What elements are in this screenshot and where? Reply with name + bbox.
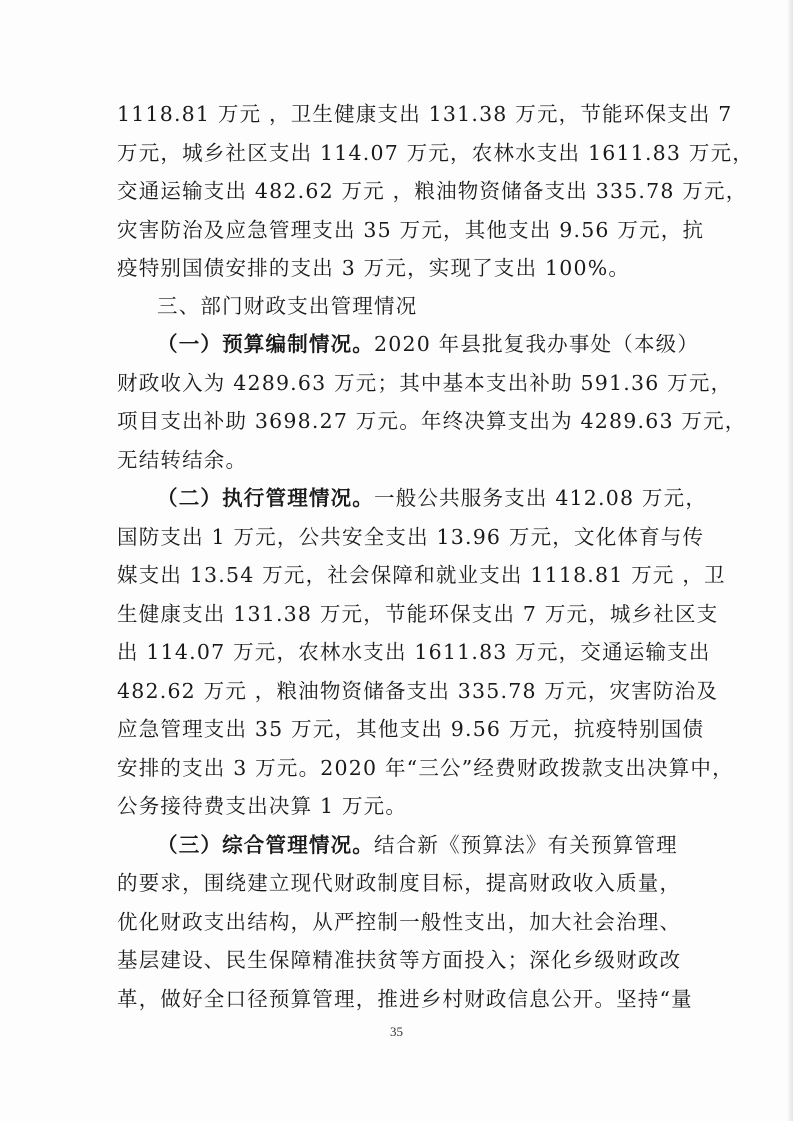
text-line: 的要求，围绕建立现代财政制度目标，提高财政收入质量，: [117, 871, 682, 895]
text-line: 优化财政支出结构，从严控制一般性支出，加大社会治理、: [117, 910, 682, 934]
text-line: 应急管理支出 35 万元，其他支出 9.56 万元，抗疫特别国债: [117, 717, 705, 741]
text-line: 出 114.07 万元，农林水支出 1611.83 万元，交通运输支出: [117, 640, 711, 664]
subsection-heading: （三）综合管理情况。: [157, 833, 374, 857]
paragraph-start: （二）执行管理情况。一般公共服务支出 412.08 万元，: [157, 486, 708, 510]
text-line: 财政收入为 4289.63 万元；其中基本支出补助 591.36 万元，: [117, 371, 733, 395]
text-line: 革，做好全口径预算管理，推进乡村财政信息公开。坚持“量: [117, 987, 693, 1011]
text-line: 基层建设、民生保障精准扶贫等方面投入；深化乡级财政改: [117, 948, 682, 972]
text-line: 交通运输支出 482.62 万元 ，粮油物资储备支出 335.78 万元，: [117, 179, 748, 203]
text-line: 灾害防治及应急管理支出 35 万元，其他支出 9.56 万元，抗: [117, 218, 705, 242]
text-line: 万元，城乡社区支出 114.07 万元，农林水支出 1611.83 万元，: [117, 141, 754, 165]
text-line: 482.62 万元 ，粮油物资储备支出 335.78 万元，灾害防治及: [117, 679, 719, 703]
text-line: 生健康支出 131.38 万元，节能环保支出 7 万元，城乡社区支: [117, 602, 719, 626]
text-line: 1118.81 万元 ，卫生健康支出 131.38 万元，节能环保支出 7: [117, 102, 733, 126]
text-line: 无结转结余。: [117, 448, 248, 472]
text-line: 国防支出 1 万元，公共安全支出 13.96 万元，文化体育与传: [117, 525, 705, 549]
text-line: 公务接待费支出决算 1 万元。: [117, 794, 408, 818]
text-line: 媒支出 13.54 万元，社会保障和就业支出 1118.81 万元 ，卫: [117, 563, 726, 587]
paragraph-start: （一）预算编制情况。2020 年县批复我办事处（本级）: [157, 332, 700, 356]
subsection-heading: （二）执行管理情况。: [157, 486, 374, 510]
page-edge-shadow: [787, 0, 793, 1121]
text-line: 安排的支出 3 万元。2020 年“三公”经费财政拨款支出决算中，: [117, 756, 734, 780]
subsection-heading: （一）预算编制情况。: [157, 332, 374, 356]
paragraph-start: （三）综合管理情况。结合新《预算法》有关预算管理: [157, 833, 678, 857]
page-number: 35: [390, 1024, 403, 1039]
section-heading: 三、部门财政支出管理情况: [157, 294, 418, 318]
text-line: 项目支出补助 3698.27 万元。年终决算支出为 4289.63 万元，: [117, 409, 747, 433]
text-line: 疫特别国债安排的支出 3 万元，实现了支出 100%。: [117, 256, 631, 280]
